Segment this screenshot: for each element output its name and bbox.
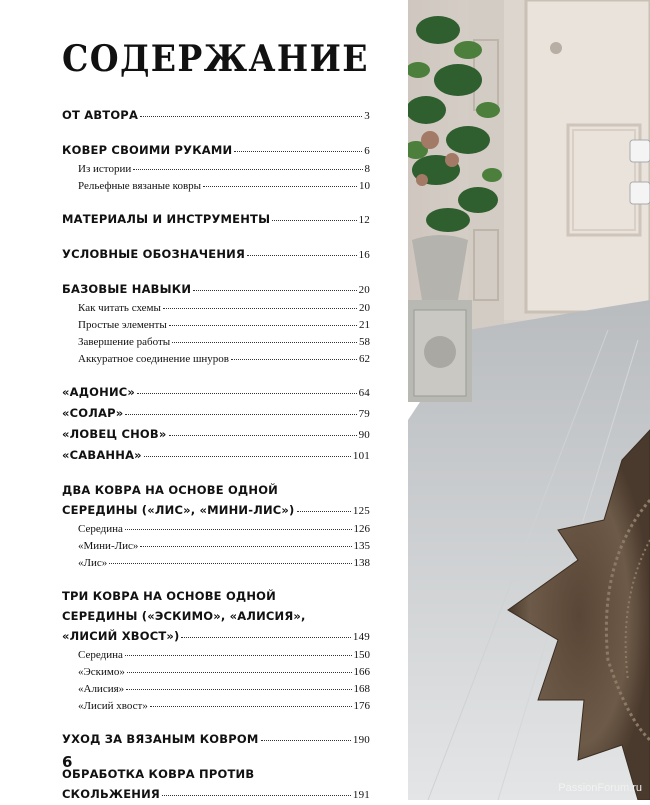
leader-dots [140, 545, 351, 547]
toc-subentry[interactable] [62, 647, 370, 664]
leader-dots [140, 115, 362, 117]
toc-page: 8 [364, 163, 370, 175]
leader-dots [234, 150, 362, 152]
leader-dots [150, 705, 352, 707]
toc-label: «Алисия» [78, 683, 125, 695]
leader-dots [127, 671, 352, 673]
toc-subentry[interactable] [62, 351, 370, 368]
toc-label: Завершение работы [78, 336, 171, 348]
toc-subentry[interactable] [62, 300, 370, 317]
leader-dots [125, 413, 356, 415]
toc-label: Середина [78, 523, 123, 535]
leader-dots [231, 358, 357, 360]
toc-entry[interactable] [62, 382, 370, 403]
toc-subentry[interactable] [62, 178, 370, 195]
leader-dots [261, 739, 351, 741]
toc-label: УСЛОВНЫЕ ОБОЗНАЧЕНИЯ [62, 247, 246, 261]
toc-label: Середина [78, 649, 123, 661]
leader-dots [247, 254, 357, 256]
toc-subentry[interactable] [62, 664, 370, 681]
interior-photo [408, 0, 650, 800]
toc-subentry[interactable] [62, 538, 370, 555]
toc-page: 101 [352, 450, 370, 462]
toc-page: 62 [359, 353, 370, 365]
toc-page: 190 [352, 734, 370, 746]
toc-entry-line: ТРИ КОВРА НА ОСНОВЕ ОДНОЙ [62, 589, 276, 603]
page-title: СОДЕРЖАНИЕ [62, 38, 369, 80]
toc-entry[interactable] [62, 729, 370, 750]
leader-dots [297, 510, 351, 512]
toc-label: КОВЕР СВОИМИ РУКАМИ [62, 143, 233, 157]
toc-label: Как читать схемы [78, 302, 161, 314]
toc-page: 58 [359, 336, 370, 348]
toc-page: 138 [353, 557, 370, 569]
toc-entry[interactable] [62, 403, 370, 424]
leader-dots [172, 341, 357, 343]
toc-entry-line: ДВА КОВРА НА ОСНОВЕ ОДНОЙ [62, 483, 278, 497]
leader-dots [144, 455, 351, 457]
leader-dots [169, 324, 357, 326]
photo-illustration [408, 0, 650, 800]
toc-label: «Эскимо» [78, 666, 125, 678]
toc-page: 125 [352, 505, 370, 517]
toc-page: 64 [358, 387, 370, 399]
toc-page: 20 [358, 284, 370, 296]
leader-dots [109, 562, 351, 564]
toc-page: 21 [359, 319, 370, 331]
toc-label: Рельефные вязаные ковры [78, 180, 202, 192]
toc-label: «САВАННА» [62, 448, 142, 462]
leader-dots [137, 392, 357, 394]
toc-entry[interactable] [62, 784, 370, 805]
toc-label: СЕРЕДИНЫ («ЛИС», «МИНИ-ЛИС») [62, 503, 295, 517]
toc-label: УХОД ЗА ВЯЗАНЫМ КОВРОМ [62, 732, 259, 746]
toc-subentry[interactable] [62, 521, 370, 538]
leader-dots [126, 688, 351, 690]
toc-label: ОТ АВТОРА [62, 108, 139, 122]
toc-subentry[interactable] [62, 161, 370, 178]
toc-entry-line: СЕРЕДИНЫ («ЭСКИМО», «АЛИСИЯ», [62, 609, 306, 623]
toc-page: 149 [352, 631, 370, 643]
toc-subentry[interactable] [62, 555, 370, 572]
toc-label: «Мини-Лис» [78, 540, 139, 552]
toc-label: «АДОНИС» [62, 385, 136, 399]
toc-subentry[interactable] [62, 698, 370, 715]
toc-label: СКОЛЬЖЕНИЯ [62, 787, 160, 801]
toc-page: 135 [353, 540, 370, 552]
leader-dots [162, 794, 351, 796]
toc-label: Простые элементы [78, 319, 167, 331]
toc-entry[interactable] [62, 140, 370, 161]
toc-page: 79 [358, 408, 370, 420]
toc-label: Аккуратное соединение шнуров [78, 353, 229, 365]
toc-page: 176 [353, 700, 370, 712]
toc-entry[interactable] [62, 209, 370, 230]
toc-page: 12 [358, 214, 370, 226]
toc-entry[interactable] [62, 105, 370, 126]
toc-label: Из истории [78, 163, 132, 175]
toc-entry[interactable] [62, 279, 370, 300]
toc-entry[interactable] [62, 445, 370, 466]
leader-dots [203, 185, 357, 187]
toc-subentry[interactable] [62, 317, 370, 334]
toc-entry[interactable] [62, 424, 370, 445]
toc-page: 20 [359, 302, 370, 314]
toc-label: «ЛИСИЙ ХВОСТ») [62, 629, 180, 643]
toc-label: «СОЛАР» [62, 406, 124, 420]
leader-dots [133, 168, 362, 170]
leader-dots [169, 434, 357, 436]
toc-label: БАЗОВЫЕ НАВЫКИ [62, 282, 192, 296]
leader-dots [272, 219, 356, 221]
toc-label: «ЛОВЕЦ СНОВ» [62, 427, 167, 441]
leader-dots [181, 636, 350, 638]
toc-subentry[interactable] [62, 681, 370, 698]
toc-label: «Лисий хвост» [78, 700, 148, 712]
toc-label: «Лис» [78, 557, 108, 569]
leader-dots [125, 654, 352, 656]
toc-page: 3 [364, 110, 370, 122]
leader-dots [193, 289, 356, 291]
toc-page: 6 [364, 145, 370, 157]
toc-entry-line: ОБРАБОТКА КОВРА ПРОТИВ [62, 767, 255, 781]
toc-page: 126 [353, 523, 370, 535]
watermark-text: PassionForum.ru [558, 782, 642, 794]
toc-entry[interactable] [62, 500, 370, 521]
table-of-contents [62, 105, 370, 805]
toc-label: МАТЕРИАЛЫ И ИНСТРУМЕНТЫ [62, 212, 271, 226]
page-number: 6 [62, 753, 73, 771]
toc-entry[interactable] [62, 626, 370, 647]
toc-page: 166 [353, 666, 370, 678]
toc-page: 90 [358, 429, 370, 441]
leader-dots [163, 307, 357, 309]
toc-page: 16 [358, 249, 370, 261]
toc-page: 150 [353, 649, 370, 661]
toc-page: 168 [353, 683, 370, 695]
leader-dots [125, 528, 352, 530]
toc-entry[interactable] [62, 244, 370, 265]
toc-page: 191 [352, 789, 370, 801]
toc-page: 10 [359, 180, 370, 192]
toc-subentry[interactable] [62, 334, 370, 351]
